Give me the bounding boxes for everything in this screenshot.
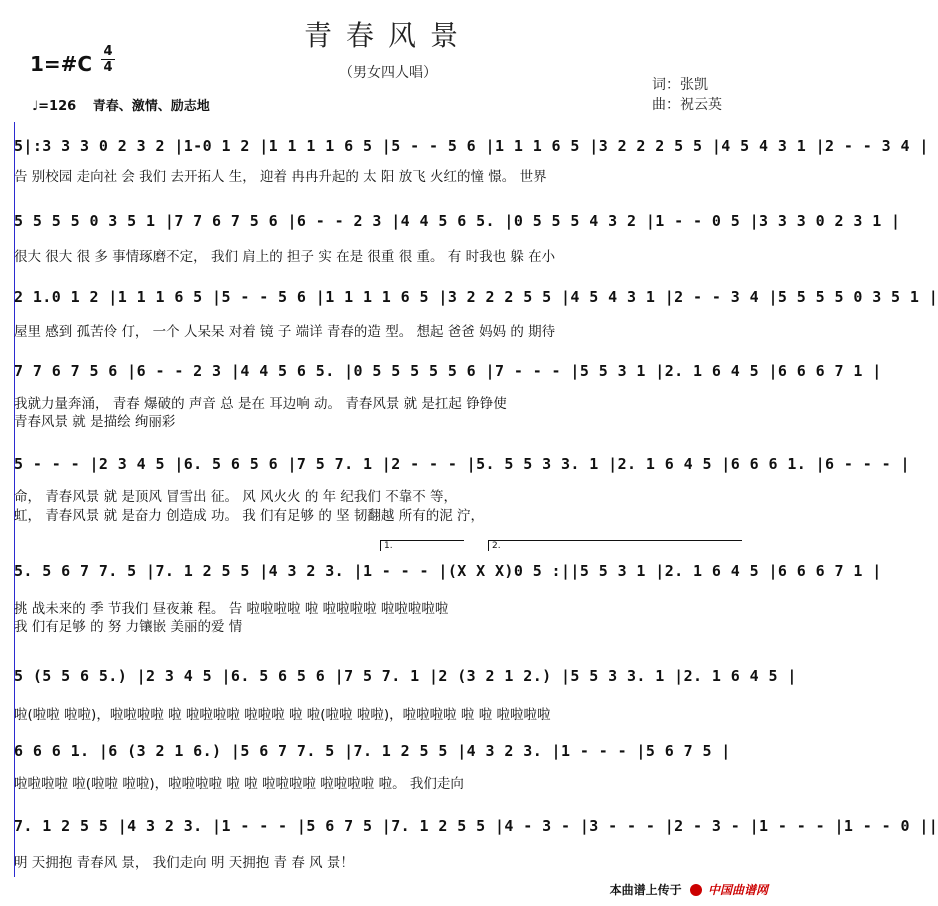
volta-first-ending: 1.: [380, 540, 464, 551]
site-brand: 中国曲谱网: [707, 883, 768, 897]
lyric-line-9: 明 天拥抱 青春风 景， 我们走向 明 天拥抱 青 春 风 景！: [14, 855, 354, 871]
lyric-line-5b: 虹， 青春风景 就 是奋力 创造成 功。 我 们有足够 的 坚 韧翻越 所有的泥 泞，: [14, 508, 484, 524]
song-subtitle: （男女四人唱）: [339, 65, 437, 81]
site-logo-icon: [690, 884, 702, 896]
volta-second-ending: 2.: [488, 540, 742, 551]
lyric-line-6a: 挑 战未来的 季 节我们 昼夜兼 程。 告 啦啦啦啦 啦 啦啦啦啦 啦啦啦啦啦: [14, 601, 449, 617]
lyric-line-6b: 我 们有足够 的 努 力镶嵌 美丽的爱 情: [14, 619, 243, 635]
notation-line-5: 5 - - - |2 3 4 5 |6. 5 6 5 6 |7 5 7. 1 |2 - - - |5. 5 5 3 3. 1 |2. 1 6 4 5 |6 6 6 1. |6 - - - |: [14, 455, 910, 473]
notation-line-8: 6 6 6 1. |6 (3 2 1 6.) |5 6 7 7. 5 |7. 1 2 5 5 |4 3 2 3. |1 - - - |5 6 7 5 |: [14, 742, 731, 760]
time-signature-top: 4: [103, 44, 113, 59]
lyric-line-4b: 青春风景 就 是描绘 绚丽彩: [14, 414, 176, 430]
lyricist-credit: 词：张凯: [652, 77, 708, 93]
mood-marking: 青春、激情、励志地: [92, 99, 210, 114]
lyric-line-4a: 我就力量奔涌， 青春 爆破的 声音 总 是在 耳边响 动。 青春风景 就 是扛起 铮铮使: [14, 396, 507, 412]
lyric-line-1: 告 别校园 走向社 会 我们 去开拓人 生， 迎着 冉冉升起的 太 阳 放飞 火红的憧 憬。 世界: [14, 169, 547, 185]
lyric-line-5a: 命， 青春风景 就 是顶风 冒雪出 征。 风 风火火 的 年 纪我们 不靠不 等，: [14, 489, 457, 505]
notation-line-4: 7 7 6 7 5 6 |6 - - 2 3 |4 4 5 6 5. |0 5 5 5 5 5 6 |7 - - - |5 5 3 1 |2. 1 6 4 5 |6 6 6 7 1 |: [14, 362, 882, 380]
notation-line-1: 5|:3 3 3 0 2 3 2 |1-0 1 2 |1 1 1 1 6 5 |5 - - 5 6 |1 1 1 6 5 |3 2 2 2 5 5 |4 5 4 3 1 |2 - - 3 4 |: [14, 137, 929, 155]
lyric-line-7: 啦(啦啦 啦啦)，啦啦啦啦 啦 啦啦啦啦 啦啦啦 啦 啦(啦啦 啦啦)，啦啦啦啦 啦 啦 啦啦啦啦: [14, 707, 551, 723]
composer-credit: 曲：祝云英: [652, 97, 722, 113]
time-signature-bottom: 4: [103, 60, 113, 75]
lyric-line-8: 啦啦啦啦 啦(啦啦 啦啦)，啦啦啦啦 啦 啦 啦啦啦啦 啦啦啦啦 啦。 我们走向: [14, 776, 464, 792]
footer-text: 本曲谱上传于: [609, 883, 682, 897]
source-footer: [610, 881, 768, 898]
key-signature: 1=#C: [30, 52, 93, 76]
notation-line-6: 5. 5 6 7 7. 5 |7. 1 2 5 5 |4 3 2 3. |1 - - - |(X X X)0 5 :||5 5 3 1 |2. 1 6 4 5 |6 6 6 7 1 |: [14, 562, 882, 580]
notation-line-9: 7. 1 2 5 5 |4 3 2 3. |1 - - - |5 6 7 5 |7. 1 2 5 5 |4 - 3 - |3 - - - |2 - 3 - |1 - - - |1 - - 0 ||: [14, 817, 938, 835]
lyric-line-3: 屋里 感到 孤苦伶 仃， 一个 人呆呆 对着 镜 子 端详 青春的造 型。 想起 爸爸 妈妈 的 期待: [14, 324, 556, 340]
notation-line-2: 5 5 5 5 0 3 5 1 |7 7 6 7 5 6 |6 - - 2 3 |4 4 5 6 5. |0 5 5 5 4 3 2 |1 - - 0 5 |3 3 3 0 2 3 1 |: [14, 212, 901, 230]
lyric-line-2: 很大 很大 很 多 事情琢磨不定， 我们 肩上的 担子 实 在是 很重 很 重。 有 时我也 躲 在小: [14, 249, 556, 265]
tempo-value: ♩=126: [32, 99, 77, 114]
notation-line-3: 2 1.0 1 2 |1 1 1 6 5 |5 - - 5 6 |1 1 1 1 6 5 |3 2 2 2 5 5 |4 5 4 3 1 |2 - - 3 4 |5 5 5 5 0 3 5 1 |: [14, 288, 938, 306]
tempo-marking: [32, 95, 210, 114]
song-title: 青春风景: [303, 19, 472, 52]
notation-line-7: 5 (5 5 6 5.) |2 3 4 5 |6. 5 6 5 6 |7 5 7. 1 |2 (3 2 1 2.) |5 5 3 3. 1 |2. 1 6 4 5 |: [14, 667, 797, 685]
